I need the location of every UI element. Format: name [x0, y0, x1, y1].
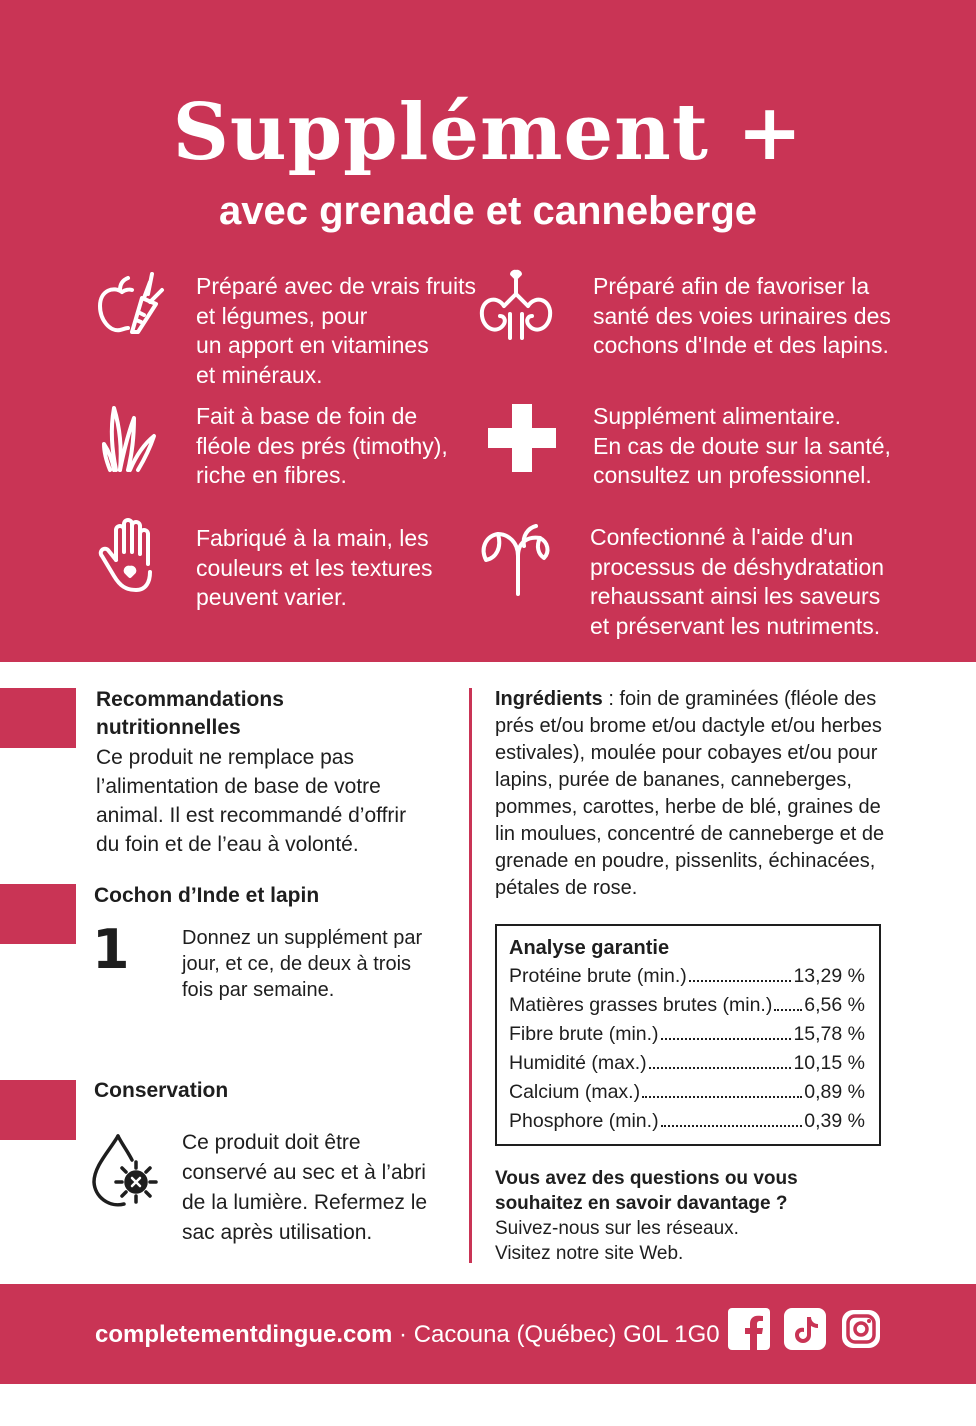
dosage-title: Cochon d’Inde et lapin	[94, 884, 320, 907]
hand-heart-icon	[92, 516, 172, 596]
analysis-value: 13,29 %	[793, 965, 865, 987]
instagram-icon[interactable]	[840, 1308, 882, 1350]
analysis-value: 6,56 %	[804, 994, 865, 1016]
feature-text: Confectionné à l'aide d'un processus de déshydratation rehaussant ainsi les saveurs et préservant les nutriments.	[590, 524, 885, 639]
dosage-number: 1	[92, 918, 130, 981]
facebook-icon[interactable]	[728, 1308, 770, 1350]
conservation-text: Ce produit doit être conservé au sec et à l’abri de la lumière. Refermez le sac après utilisation.	[182, 1131, 428, 1244]
feature-text: Supplément alimentaire. En cas de doute sur la santé, consultez un professionnel.	[593, 403, 891, 488]
analysis-label: Humidité (max.)	[509, 1052, 647, 1074]
leader-dots	[661, 1038, 792, 1040]
analysis-value: 10,15 %	[793, 1052, 865, 1074]
analysis-row	[509, 1020, 865, 1049]
guaranteed-analysis-table	[495, 924, 881, 1146]
feature-text: Préparé avec de vrais fruits et légumes, pour un apport en vitamines et minéraux.	[196, 273, 476, 388]
analysis-row	[509, 962, 865, 991]
analysis-label: Matières grasses brutes (min.)	[509, 994, 773, 1016]
leader-dots	[661, 1125, 803, 1127]
ingredients-label: Ingrédients	[495, 688, 603, 710]
recommandations-title: Recommandations nutritionnelles	[96, 688, 284, 739]
questions-block	[495, 1166, 895, 1266]
apple-carrot-icon	[92, 264, 172, 344]
grass-icon	[92, 394, 172, 474]
analysis-value: 15,78 %	[793, 1023, 865, 1045]
leader-dots	[649, 1067, 792, 1069]
questions-web-line: Visitez notre site Web.	[495, 1243, 684, 1264]
analysis-row	[509, 991, 865, 1020]
kidneys-heart-icon	[476, 264, 556, 344]
ingredients-text: : foin de graminées (fléole des prés et/ou brome et/ou dactyle et/ou herbes estivales), moulée pour cobayes et/ou pour lapins, purée de bananes, canneberges, pommes, carottes, herbe de blé, graines de lin moulues, concentré de canneberge et de grenade en poudre, pissenlits, échinacées, pétales de rose.	[495, 688, 885, 899]
ingredients	[495, 686, 890, 902]
leader-dots	[642, 1096, 802, 1098]
feature-text: Fabriqué à la main, les couleurs et les textures peuvent varier.	[196, 525, 433, 610]
analysis-value: 0,89 %	[804, 1081, 865, 1103]
section-marker	[0, 1080, 76, 1140]
questions-title: Vous avez des questions ou vous souhaitez en savoir davantage ?	[495, 1168, 798, 1214]
analysis-row	[509, 1107, 865, 1136]
analysis-title: Analyse garantie	[509, 937, 670, 959]
tiktok-icon[interactable]	[784, 1308, 826, 1350]
analysis-label: Phosphore (min.)	[509, 1110, 659, 1132]
analysis-row	[509, 1078, 865, 1107]
feature-text: Fait à base de foin de fléole des prés (timothy), riche en fibres.	[196, 403, 448, 488]
analysis-label: Protéine brute (min.)	[509, 965, 687, 987]
section-marker	[0, 688, 76, 748]
analysis-label: Fibre brute (min.)	[509, 1023, 659, 1045]
address: · Cacouna (Québec) G0L 1G0	[392, 1321, 720, 1348]
column-divider	[469, 688, 472, 1263]
product-title: Supplément +	[172, 87, 804, 178]
feature-text: Préparé afin de favoriser la santé des voies urinaires des cochons d'Inde et des lapins.	[593, 273, 891, 358]
product-subtitle: avec grenade et canneberge	[218, 189, 758, 233]
recommandations-text: Ce produit ne remplace pas l’alimentation de base de votre animal. Il est recommandé d’offrir du foin et de l’eau à volonté.	[96, 746, 407, 856]
leader-dots	[774, 1009, 802, 1011]
analysis-label: Calcium (max.)	[509, 1081, 641, 1103]
section-marker	[0, 884, 76, 944]
analysis-row	[509, 1049, 865, 1078]
dosage-text: Donnez un supplément par jour, et ce, de deux à trois fois par semaine.	[182, 927, 423, 1001]
conservation-title: Conservation	[94, 1079, 229, 1102]
analysis-value: 0,39 %	[804, 1110, 865, 1132]
footer-band	[0, 1284, 976, 1384]
questions-social-line: Suivez-nous sur les réseaux.	[495, 1218, 739, 1239]
header-band	[0, 0, 976, 662]
plus-icon	[482, 398, 562, 478]
leader-dots	[689, 980, 792, 982]
sprout-icon	[476, 516, 556, 596]
dry-no-sun-icon	[88, 1132, 168, 1212]
footer-text	[95, 1318, 720, 1352]
website-link[interactable]: completementdingue.com	[95, 1321, 393, 1348]
